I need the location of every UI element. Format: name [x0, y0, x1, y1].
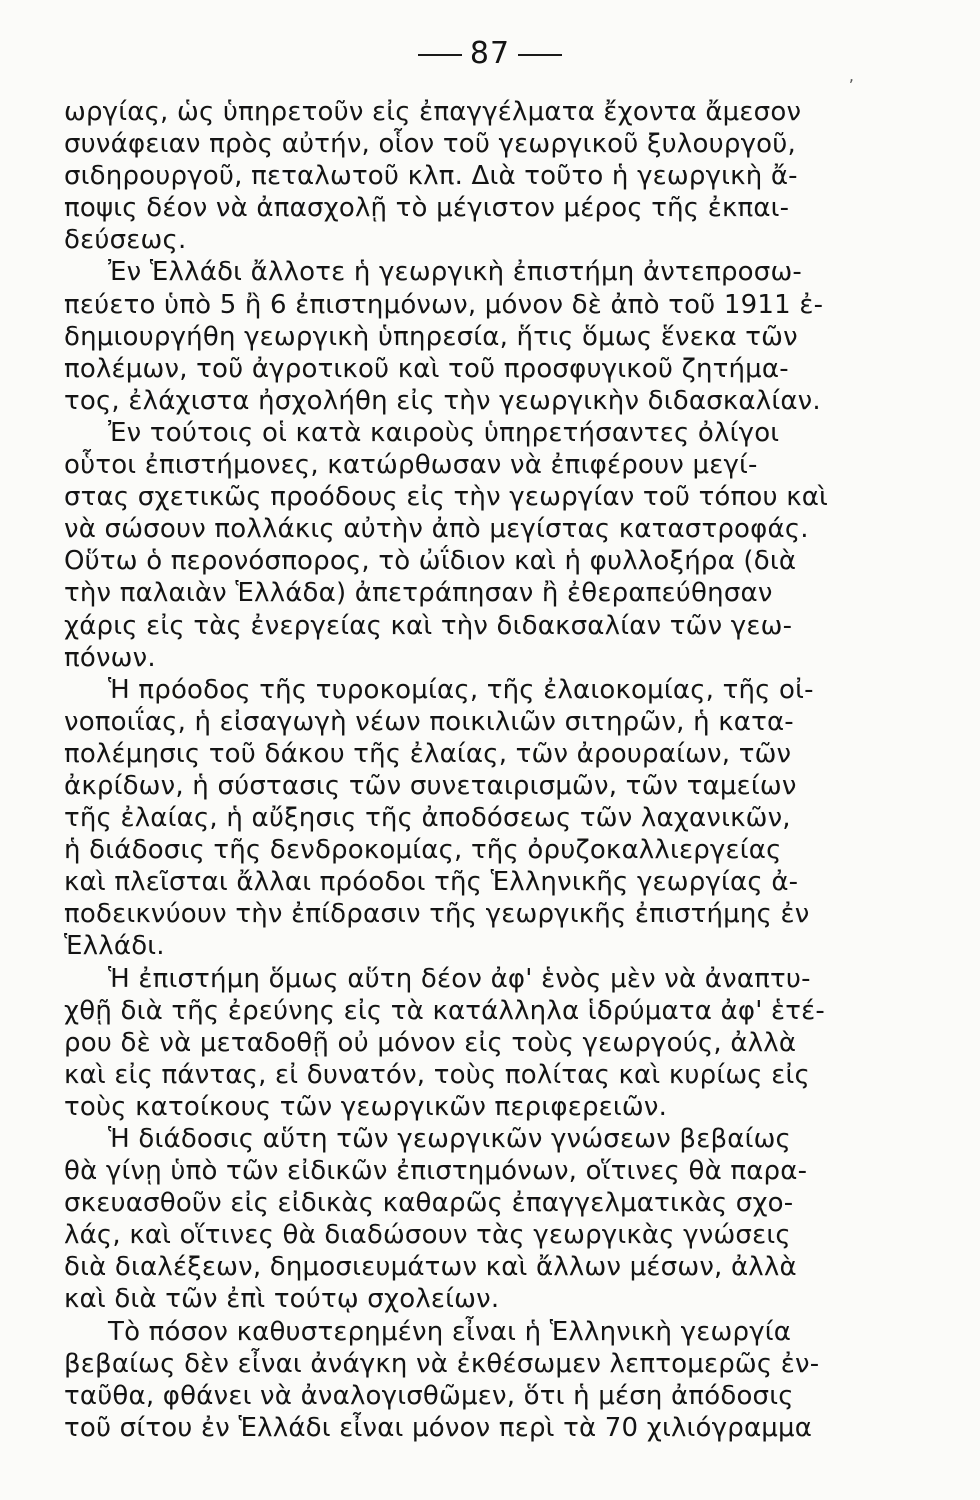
text-line: οὗτοι ἐπιστήμονες, κατώρθωσαν νὰ ἐπιφέρουν μεγί- [64, 450, 758, 481]
page-number-header [0, 34, 980, 74]
text-line: τος, ἐλάχιστα ἠσχολήθη εἰς τὴν γεωργικὴν διδασκαλίαν. [64, 385, 821, 416]
stray-mark: , [848, 66, 854, 85]
text-line: καὶ διὰ τῶν ἐπὶ τούτῳ σχολείων. [64, 1284, 500, 1315]
text-line: βεβαίως δὲν εἶναι ἀνάγκη νὰ ἐκθέσωμεν λεπτομερῶς ἐν- [64, 1348, 820, 1379]
text-line: Τὸ πόσον καθυστερημένη εἶναι ἡ Ἑλληνικὴ γεωργία [108, 1316, 792, 1347]
text-line: χάρις εἰς τὰς ἐνεργείας καὶ τὴν διδακσαλίαν τῶν γεω- [64, 610, 793, 641]
text-line: πόνων. [64, 642, 156, 673]
text-line: νὰ σώσουν πολλάκις αὐτὴν ἀπὸ μεγίστας καταστροφάς. [64, 514, 809, 545]
text-line: καὶ πλεῖσται ἄλλαι πρόοδοι τῆς Ἑλληνικῆς γεωργίας ἀ- [64, 867, 799, 898]
text-line: πολέμων, τοῦ ἀγροτικοῦ καὶ τοῦ προσφυγικοῦ ζητήμα- [64, 353, 789, 384]
text-line: πεύετο ὑπὸ 5 ἢ 6 ἐπιστημόνων, μόνον δὲ ἀπὸ τοῦ 1911 ἐ- [64, 289, 824, 320]
text-line: διὰ διαλέξεων, δημοσιευμάτων καὶ ἄλλων μέσων, ἀλλὰ [64, 1252, 797, 1283]
text-line: Ἑλλάδι. [64, 931, 165, 962]
text-line: δεύσεως. [64, 225, 187, 256]
text-line: σιδηρουργοῦ, πεταλωτοῦ κλπ. Διὰ τοῦτο ἡ γεωργικὴ ἄ- [64, 161, 798, 192]
text-line: σκευασθοῦν εἰς εἰδικὰς καθαρῶς ἐπαγγελματικὰς σχο- [64, 1188, 794, 1219]
text-line: ποψις δέον νὰ ἀπασχολῇ τὸ μέγιστον μέρος τῆς ἐκπαι- [64, 193, 790, 224]
text-line: Ἡ ἐπιστήμη ὅμως αὕτη δέον ἀφ' ἑνὸς μὲν νὰ ἀναπτυ- [108, 963, 811, 994]
text-line: τῆς ἐλαίας, ἡ αὔξησις τῆς ἀποδόσεως τῶν λαχανικῶν, [64, 803, 791, 834]
text-line: λάς, καὶ οἵτινες θὰ διαδώσουν τὰς γεωργικὰς γνώσεις [64, 1220, 791, 1251]
text-line: τὴν παλαιὰν Ἑλλάδα) ἀπετράπησαν ἢ ἐθεραπεύθησαν [64, 578, 773, 609]
text-line: Οὕτω ὁ περονόσπορος, τὸ ὠΐδιον καὶ ἡ φυλλοξήρα (διὰ [64, 546, 797, 577]
text-line: νοποιΐας, ἡ εἰσαγωγὴ νέων ποικιλιῶν σιτηρῶν, ἡ κατα- [64, 706, 794, 737]
text-line: τοῦ σίτου ἐν Ἑλλάδι εἶναι μόνον περὶ τὰ 70 χιλιόγραμμα [64, 1412, 813, 1443]
body-text [64, 96, 884, 1444]
page-number: 87 [469, 36, 511, 71]
text-line: θὰ γίνῃ ὑπὸ τῶν εἰδικῶν ἐπιστημόνων, οἵτινες θὰ παρα- [64, 1156, 808, 1187]
page-number-rule-left [418, 54, 462, 56]
text-line: πολέμησις τοῦ δάκου τῆς ἐλαίας, τῶν ἀρουραίων, τῶν [64, 738, 792, 769]
text-line: στας σχετικῶς προόδους εἰς τὴν γεωργίαν τοῦ τόπου καὶ [64, 482, 829, 513]
text-line: καὶ εἰς πάντας, εἰ δυνατόν, τοὺς πολίτας καὶ κυρίως εἰς [64, 1059, 810, 1090]
page-number-rule-right [518, 54, 562, 56]
text-line: ἡ διάδοσις τῆς δενδροκομίας, τῆς ὀρυζοκαλλιεργείας [64, 835, 782, 866]
text-line: συνάφειαν πρὸς αὐτήν, οἷον τοῦ γεωργικοῦ ξυλουργοῦ, [64, 129, 796, 160]
text-line: δημιουργήθη γεωργικὴ ὑπηρεσία, ἥτις ὅμως ἕνεκα τῶν [64, 321, 798, 352]
text-line: ταῦθα, φθάνει νὰ ἀναλογισθῶμεν, ὅτι ἡ μέση ἀπόδοσις [64, 1380, 794, 1411]
text-line: Ἐν τούτοις οἱ κατὰ καιροὺς ὑπηρετήσαντες ὀλίγοι [108, 417, 780, 448]
text-line: Ἡ διάδοσις αὕτη τῶν γεωργικῶν γνώσεων βεβαίως [108, 1124, 792, 1154]
text-line: Ἐν Ἑλλάδι ἄλλοτε ἡ γεωργικὴ ἐπιστήμη ἀντεπροσω- [108, 257, 803, 288]
text-line: ωργίας, ὡς ὑπηρετοῦν εἰς ἐπαγγέλματα ἔχοντα ἄμεσον [64, 97, 802, 127]
text-line: τοὺς κατοίκους τῶν γεωργικῶν περιφερειῶν. [64, 1091, 668, 1122]
text-line: χθῇ διὰ τῆς ἐρεύνης εἰς τὰ κατάλληλα ἱδρύματα ἀφ' ἑτέ- [64, 995, 825, 1026]
text-line: ἀκρίδων, ἡ σύστασις τῶν συνεταιρισμῶν, τῶν ταμείων [64, 770, 797, 801]
text-line: ποδεικνύουν τὴν ἐπίδρασιν τῆς γεωργικῆς ἐπιστήμης ἐν [64, 899, 810, 930]
text-line: ρου δὲ νὰ μεταδοθῇ οὐ μόνον εἰς τοὺς γεωργούς, ἀλλὰ [64, 1027, 797, 1058]
text-line: Ἡ πρόοδος τῆς τυροκομίας, τῆς ἐλαιοκομίας, τῆς οἰ- [108, 674, 814, 705]
